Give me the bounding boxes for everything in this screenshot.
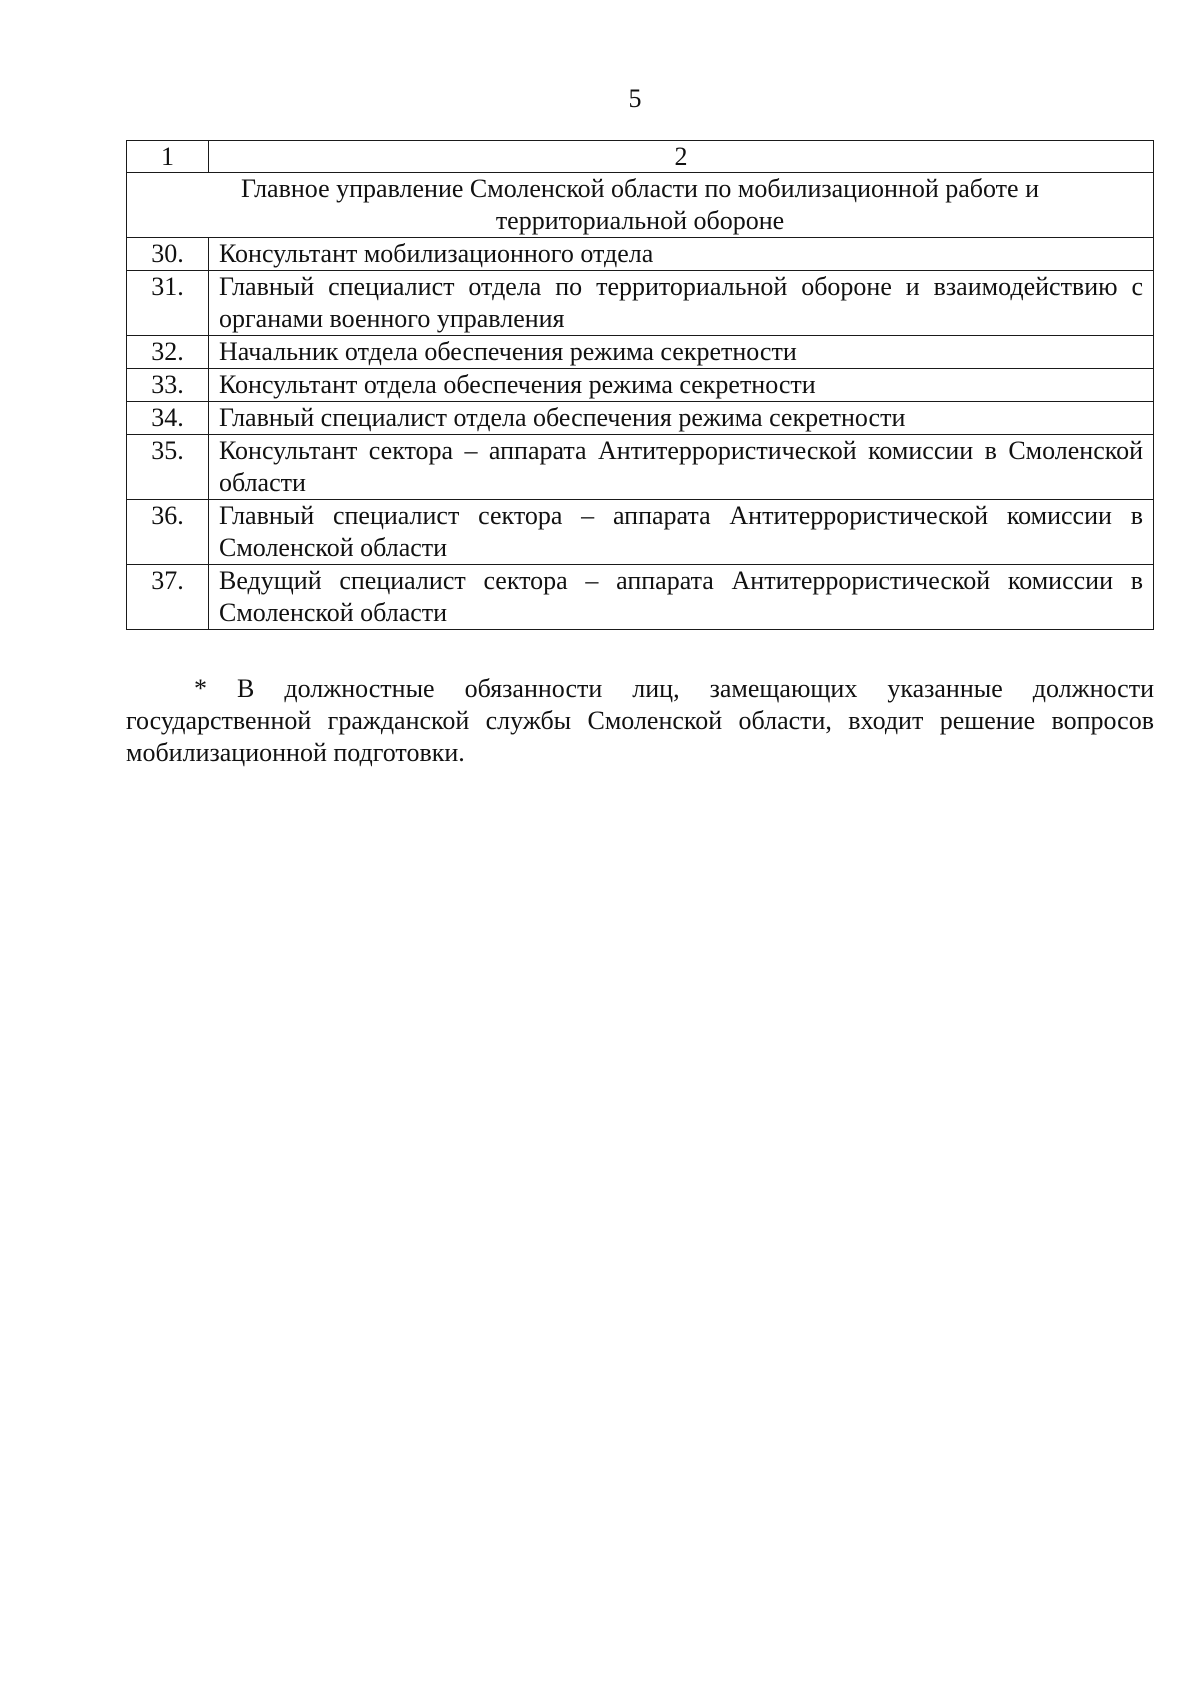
column-header-2: 2	[209, 141, 1154, 173]
position-title: Ведущий специалист сектора – аппарата Антитеррористической комиссии в Смоленской области	[209, 565, 1154, 630]
row-number: 30.	[127, 238, 209, 271]
section-row	[127, 173, 1154, 238]
position-title: Консультант сектора – аппарата Антитеррористической комиссии в Смоленской области	[209, 435, 1154, 500]
table-row	[127, 238, 1154, 271]
column-header-1: 1	[127, 141, 209, 173]
row-number: 35.	[127, 435, 209, 500]
position-title: Консультант мобилизационного отдела	[209, 238, 1154, 271]
footnote: * В должностные обязанности лиц, замещающих указанные должности государственной гражданской службы Смоленской области, входит решение вопросов мобилизационной подготовки.	[126, 674, 1154, 767]
position-title: Консультант отдела обеспечения режима секретности	[209, 369, 1154, 402]
row-number: 33.	[127, 369, 209, 402]
position-title: Главный специалист отдела обеспечения режима секретности	[209, 402, 1154, 435]
section-title: Главное управление Смоленской области по мобилизационной работе и территориальной обороне	[127, 173, 1154, 238]
position-title: Главный специалист отдела по территориальной обороне и взаимодействию с органами военного управления	[209, 271, 1154, 336]
row-number: 32.	[127, 336, 209, 369]
table-row	[127, 271, 1154, 336]
position-title: Главный специалист сектора – аппарата Антитеррористической комиссии в Смоленской области	[209, 500, 1154, 565]
row-number: 36.	[127, 500, 209, 565]
page-number: 5	[628, 84, 642, 113]
table-header-row	[127, 141, 1154, 173]
row-number: 37.	[127, 565, 209, 630]
table-row	[127, 500, 1154, 565]
row-number: 31.	[127, 271, 209, 336]
table-row	[127, 435, 1154, 500]
positions-table	[126, 140, 1154, 630]
table-row	[127, 336, 1154, 369]
row-number: 34.	[127, 402, 209, 435]
table-row	[127, 565, 1154, 630]
table-row	[127, 369, 1154, 402]
position-title: Начальник отдела обеспечения режима секретности	[209, 336, 1154, 369]
table-row	[127, 402, 1154, 435]
